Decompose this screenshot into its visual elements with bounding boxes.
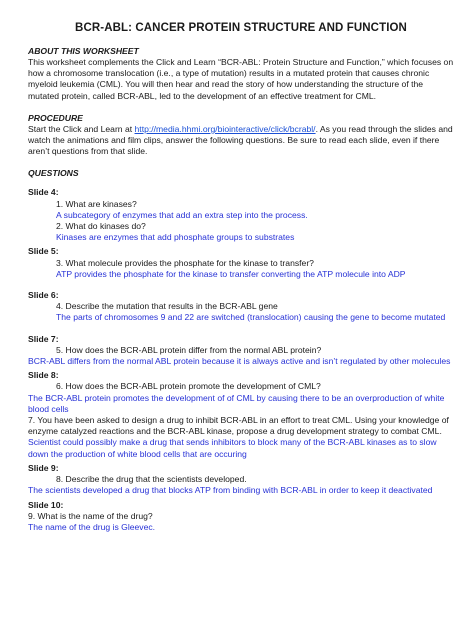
- answer-1: A subcategory of enzymes that add an extra step into the process.: [56, 209, 308, 220]
- answer-8: The scientists developed a drug that blocks ATP from binding with BCR-ABL in order to keep it deactivated: [28, 485, 433, 496]
- about-text: This worksheet complements the Click and Learn “BCR-ABL: Protein Structure and Function,” which focuses on how a chromosome translocation (i.e., a type of mutation) results in a mutated protein that causes chronic myeloid leukemia (CML). You will then hear and read the story of how understanding the structure of the mutated protein, called BCR-ABL, led to the development of an effective treatment for CML.: [28, 57, 454, 101]
- procedure-heading: PROCEDURE: [28, 112, 83, 123]
- procedure-text: [28, 124, 454, 158]
- slide-label: Slide 8:: [28, 370, 59, 381]
- slide-7-section: [28, 334, 454, 368]
- slide-label: Slide 6:: [28, 290, 59, 301]
- procedure-text-after: . As you read through the slides and watch the animations and film clips, answer the following questions. Be sure to read each slide, even if there aren’t questions from that slide.: [28, 123, 453, 157]
- answer-5: BCR-ABL differs from the normal ABL protein because it is always active and isn’t regulated by other molecules: [28, 356, 451, 367]
- question-2: 2. What do kinases do?: [56, 221, 146, 232]
- slide-label: Slide 9:: [28, 462, 59, 473]
- answer-4: The parts of chromosomes 9 and 22 are switched (translocation) causing the gene to become mutated: [56, 312, 446, 323]
- slide-5-section: [28, 246, 454, 280]
- slide-10-section: [28, 500, 454, 534]
- about-heading: ABOUT THIS WORKSHEET: [28, 46, 139, 56]
- slide-6-section: [28, 290, 454, 324]
- answer-6: The BCR-ABL protein promotes the development of of CML by causing there to be an overproduction of white blood cells: [28, 392, 445, 414]
- worksheet-title: BCR-ABL: CANCER PROTEIN STRUCTURE AND FUNCTION: [75, 22, 407, 34]
- question-8: 8. Describe the drug that the scientists developed.: [56, 474, 247, 485]
- answer-9: The name of the drug is Gleevec.: [28, 521, 156, 532]
- slide-label: Slide 7:: [28, 333, 59, 344]
- answer-2: Kinases are enzymes that add phosphate groups to substrates: [56, 232, 295, 243]
- slide-label: Slide 4:: [28, 187, 59, 198]
- question-9: 9. What is the name of the drug?: [28, 510, 153, 521]
- answer-3: ATP provides the phosphate for the kinase to transfer converting the ATP molecule into ADP: [56, 268, 406, 279]
- slide-4-section: [28, 187, 454, 243]
- slide-label: Slide 5:: [28, 246, 59, 257]
- click-and-learn-link[interactable]: http://media.hhmi.org/biointeractive/click/bcrabl/: [134, 123, 316, 134]
- question-6: 6. How does the BCR-ABL protein promote the development of CML?: [56, 381, 321, 392]
- slide-9-section: [28, 463, 454, 497]
- procedure-text-before: Start the Click and Learn at: [28, 123, 135, 134]
- question-4: 4. Describe the mutation that results in the BCR-ABL gene: [56, 301, 278, 312]
- slide-label: Slide 10:: [28, 499, 64, 510]
- question-7: 7. You have been asked to design a drug to inhibit BCR-ABL in an effort to treat CML. Using your knowledge of enzyme catalyzed reactions and the BCR-ABL kinase, propose a drug development strategy to combat CML.: [28, 415, 449, 437]
- worksheet-page: [28, 22, 454, 533]
- answer-7: Scientist could possibly make a drug that sends inhibitors to block many of the BCR-ABL kinases as to slow down the production of white blood cells that are occuring: [28, 437, 437, 459]
- slide-8-section: [28, 370, 454, 460]
- question-3: 3. What molecule provides the phosphate for the kinase to transfer?: [56, 257, 314, 268]
- question-1: 1. What are kinases?: [56, 198, 137, 209]
- questions-heading: QUESTIONS: [28, 168, 79, 179]
- question-5: 5. How does the BCR-ABL protein differ from the normal ABL protein?: [56, 344, 322, 355]
